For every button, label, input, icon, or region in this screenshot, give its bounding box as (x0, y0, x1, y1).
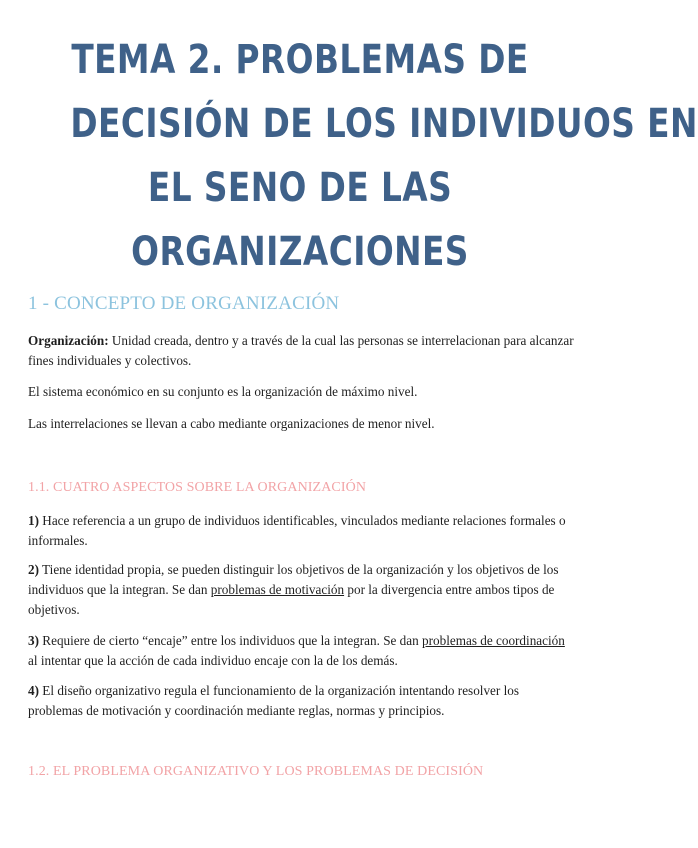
aspect-number-1: 1) (28, 513, 39, 528)
aspect-number-3: 3) (28, 633, 39, 648)
definition-term: Organización: (28, 333, 109, 348)
section-1-heading: 1 - CONCEPTO DE ORGANIZACIÓN (28, 293, 340, 314)
motivation-problems-term: problemas de motivación (210, 582, 345, 597)
title-line-2: DECISIÓN DE LOS INDIVIDUOS EN (70, 101, 698, 147)
paragraph-economic-system: El sistema económico en su conjunto es la organización de máximo nivel. (28, 384, 418, 399)
definition-text: Unidad creada, dentro y a través de la cual las personas se interrelacionan para alcanzar fines individuales y colectivos. (28, 333, 574, 368)
aspect-text-4: El diseño organizativo regula el funcionamiento de la organización intentando resolver los problemas de motivación y coordinación mediante reglas, normas y principios. (28, 683, 519, 718)
definition-paragraph (28, 331, 576, 371)
paragraph-interrelations: Las interrelaciones se llevan a cabo mediante organizaciones de menor nivel. (28, 416, 435, 431)
aspect-item-3 (28, 631, 576, 671)
title-line-3: EL SENO DE LAS (147, 165, 453, 211)
aspect-text-3a: Requiere de cierto “encaje” entre los individuos que la integran. Se dan (39, 633, 423, 648)
section-1-2-heading: 1.2. EL PROBLEMA ORGANIZATIVO Y LOS PROBLEMAS DE DECISIÓN (28, 764, 484, 779)
aspect-number-2: 2) (28, 562, 39, 577)
title-line-4: ORGANIZACIONES (131, 229, 469, 275)
title-line-1: TEMA 2. PROBLEMAS DE (71, 37, 529, 83)
aspect-item-2 (28, 560, 576, 620)
aspect-text-1: Hace referencia a un grupo de individuos identificables, vinculados mediante relaciones formales o informales. (28, 513, 566, 548)
coordination-problems-term: problemas de coordinación (422, 633, 565, 648)
aspect-item-4 (28, 681, 576, 721)
aspect-text-2b: por la divergencia entre ambos tipos de objetivos. (28, 582, 555, 617)
aspect-text-3b: al intentar que la acción de cada individuo encaje con la de los demás. (28, 653, 398, 668)
section-1-1-heading: 1.1. CUATRO ASPECTOS SOBRE LA ORGANIZACIÓN (28, 480, 367, 495)
aspect-text-2a: Tiene identidad propia, se pueden distinguir los objetivos de la organización y los objetivos de los individuos que la integran. Se dan (28, 562, 559, 597)
aspect-number-4: 4) (28, 683, 39, 698)
page-title (70, 28, 698, 284)
aspect-item-1 (28, 511, 576, 551)
